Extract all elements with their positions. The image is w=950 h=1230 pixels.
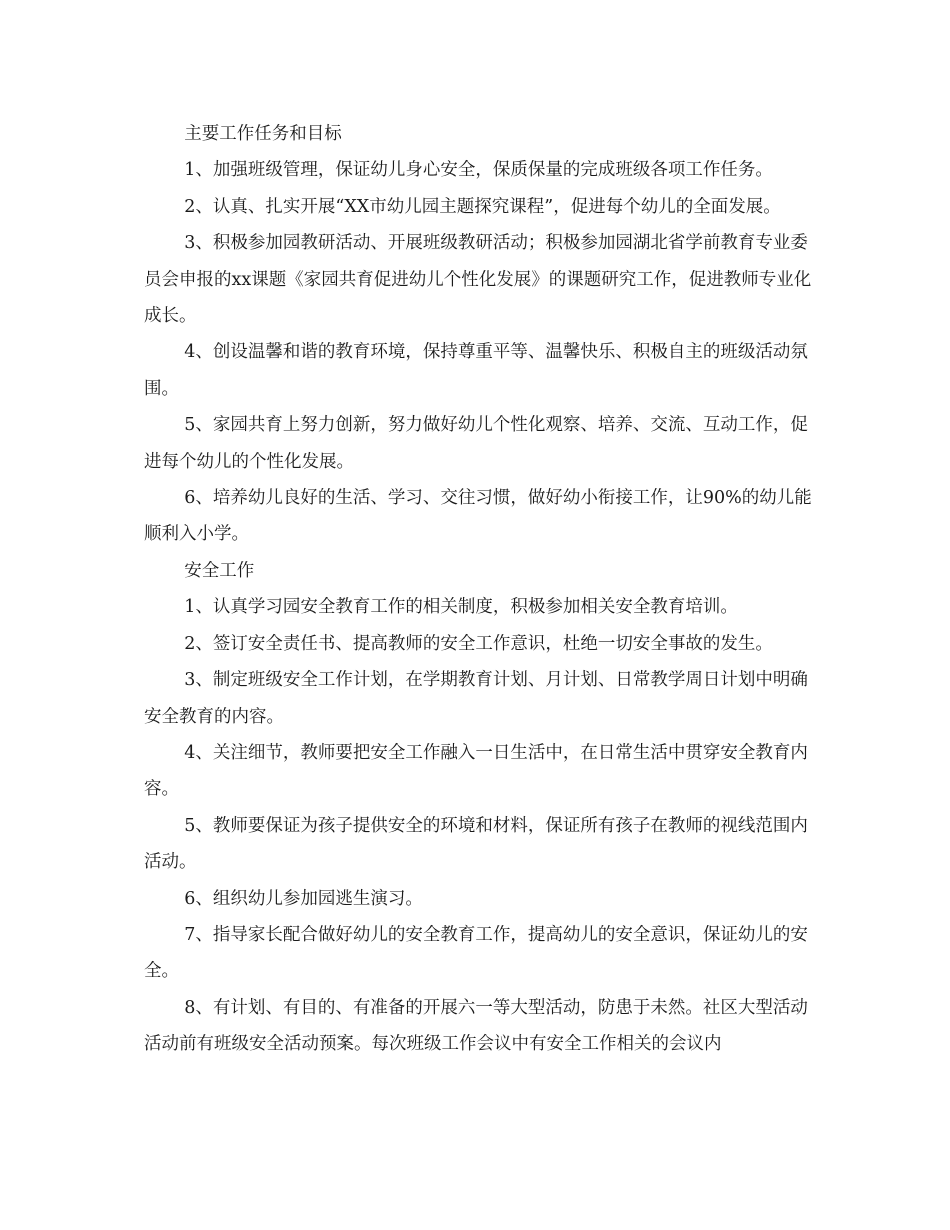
safety-item-6: 6、组织幼儿参加园逃生演习。 (184, 888, 423, 909)
goals-item-4: 4、创设温馨和谐的教育环境，保持尊重平等、温馨快乐、积极自主的班级活动氛围。 (144, 342, 808, 399)
goals-item-6: 6、培养幼儿良好的生活、学习、交往习惯，做好幼小衔接工作，让90%的幼儿能顺利入小学。 (144, 488, 812, 545)
goals-item-5: 5、家园共育上努力创新，努力做好幼儿个性化观察、培养、交流、互动工作，促进每个幼儿的个性化发展。 (144, 415, 808, 472)
goals-item-2: 2、认真、扎实开展“XX市幼儿园主题探究课程”，促进每个幼儿的全面发展。 (184, 196, 781, 217)
safety-item-3: 3、制定班级安全工作计划，在学期教育计划、月计划、日常教学周日计划中明确安全教育的内容。 (144, 670, 808, 727)
goals-item-3: 3、积极参加园教研活动、开展班级教研活动；积极参加园湖北省学前教育专业委员会申报的xx课题《家园共育促进幼儿个性化发展》的课题研究工作，促进教师专业化成长。 (144, 233, 812, 327)
safety-item-7: 7、指导家长配合做好幼儿的安全教育工作，提高幼儿的安全意识，保证幼儿的安全。 (144, 924, 808, 982)
safety-item-8: 8、有计划、有目的、有准备的开展六一等大型活动，防患于未然。社区大型活动活动前有班级安全活动预案。每次班级工作会议中有安全工作相关的会议内 (144, 997, 808, 1055)
safety-item-5: 5、教师要保证为孩子提供安全的环境和材料，保证所有孩子在教师的视线范围内活动。 (144, 815, 808, 873)
safety-item-4: 4、关注细节，教师要把安全工作融入一日生活中，在日常生活中贯穿安全教育内容。 (144, 742, 808, 800)
section-heading-safety: 安全工作 (184, 560, 255, 581)
safety-item-1: 1、认真学习园安全教育工作的相关制度，积极参加相关安全教育培训。 (184, 597, 738, 618)
section-heading-goals: 主要工作任务和目标 (184, 124, 342, 144)
goals-item-1: 1、加强班级管理，保证幼儿身心安全，保质保量的完成班级各项工作任务。 (184, 160, 773, 181)
document-body (144, 116, 812, 1063)
safety-item-2: 2、签订安全责任书、提高教师的安全工作意识，杜绝一切安全事故的发生。 (184, 633, 773, 654)
